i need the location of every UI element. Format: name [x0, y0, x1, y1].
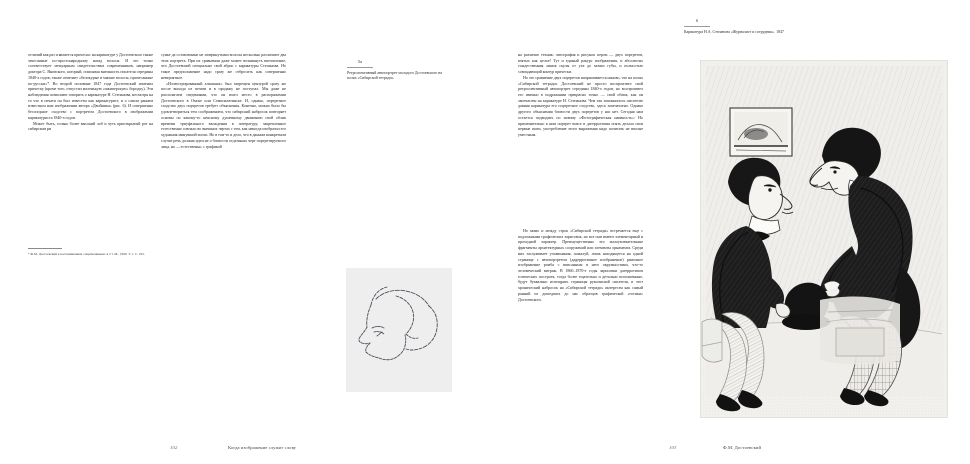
left-folio: 102 — [170, 445, 178, 450]
footnote: * Ф.М. Достоевский в воспоминаниях современников: в 2 т. М., 1990. Т. 1. С. 232. — [28, 252, 145, 256]
figure-5a-caption — [347, 59, 449, 82]
lithograph-svg — [700, 60, 948, 418]
desk — [820, 297, 900, 365]
paragraph: на различие техник: литография и рисунок пером — двух портретов, взятых как целое! Тут и единый ракурс изображения, и абсолютно тождественная линия скулы от уха до мочки губы, и полностью совпадающий контур прически. — [518, 52, 643, 75]
right-column-2 — [518, 228, 643, 302]
left-column-1 — [28, 52, 153, 132]
right-running-head: Ф.М. Достоевский — [723, 445, 762, 450]
paragraph: «Иллюстрированный альманах» был запрещен цензурой сразу же после выхода из печати и в продажу не поступал. Мы даже не располагаем сведениями, что он имел место в распоряжении Достоевского в Омске или Семипалатинске. И, однако, портретное сходство двух портретов требует объяснения. Конечно, можно было бы удовлетвориться тем соображением, что сибирский набросок повторяет основы по какому-то неясному душевному движению свой облик времени триуфального вхождения в литературу, закрепленное естественно совпало во внешних чертах с тем, как некогда изобразил его художник минувший эпохи. Но в том-то и дело, что в данном конкретном случае речь должна идти не о близости отдельных черт портретируемого лица, но — естественно, с графикой — [161, 80, 286, 149]
paragraph: Может быть, только более высокий лоб и чуть приоткрытый рот на сибирском ри — [28, 120, 153, 132]
paragraph: Но это сравнение двух портретов напрашивается наново, что на полях «Сибирской тетради» Достоевский не просто воспроизвел свой ретроспективный автопортрет середины 1840-х годов, но воспроизвел его именно в подражании прекрасно точно — свой облик, как он запечатлен на карикатуре Н. Степанова. Чем так запомнилось писателю давняя карикатура его портретное сходство, здесь запечатлено. Однако другого объяснения близости двух портретов у нас нет. Сегодня нам остается подводить по новому «Фотографическая наивность»: Но применительно к ним портрет вовсе и дагерротипия опять делала свои первые шаги, употребление этого выражения надо почитать не вполне уместным. — [518, 74, 643, 138]
footnote-rule — [28, 248, 62, 249]
figure-6-number: 6 — [684, 18, 710, 27]
wall-picture — [730, 108, 792, 156]
figure-6-caption — [684, 18, 819, 35]
paragraph: Но мимо и между строк «Сибирской тетради» встречается еще с подложными графических зарисовок, но все они имеют элементарный и проходной характер. Преимущественно это малоувлекательные фрагменты архитектурных сооружений или элементы орнамента. Среди них заслуживает упоминания, пожалуй, лишь находящееся на одной странице с автопортретом (дagерротипное изображение) рамочное изображение ромба с вписанным в него окружностями, что-то человеческий витраж. В 1860–1870-е годы зарисовки дагерротипов готических построек, тогда более тщательно и детально исполненные, будут буквально испещрять страницы рукописной писателя, и этот хронический набросок на «Сибирской тетради» интересен как самый ранний из дошедших до нас образцов графической «готики» Достоевского. — [518, 228, 643, 302]
profile-sketch-svg — [346, 268, 452, 392]
left-column-2 — [161, 52, 286, 149]
paragraph: сунке да оставленные не зачеркнутыми волосы несколько различают два этих портрета. При их сравнении даже может возникнуть впечатление, что Достоевский специально свой абрис с карикатуры Степанова. Но такое предположение надо сразу же отбросить как совершенно невероятное. — [161, 52, 286, 80]
right-folio: 103 — [669, 445, 677, 450]
figure-6-lithograph — [700, 60, 948, 418]
figure-6-caption-text: Карикатура Н.А. Степанова «Журналист и сотрудник». 1847 — [684, 29, 784, 34]
right-column-1 — [518, 52, 643, 138]
profile-sketch-dostoevsky — [346, 268, 452, 392]
figure-5a-number: 5а — [347, 59, 373, 68]
left-running-head: Когда изображение служит слову — [228, 445, 297, 450]
paragraph: отличий как раз и является прическа: на карикатуре у Достоевского также зачесанные по-простонародному назад волосы. И это точно соответствует мемуарным свидетельствам современников, например доктора С. Яновского, который, описывая внешность писателя середины 1840-х годов, также отмечает «белокурые и мягкие волосы, причесанные по-русски»*. Во второй половине 1847 года Достоевский изменил прическу (кроме того, отпустил маленькую «шкиперскую» бородку). Эти наблюдения позволяют говорить о карикатуре Н. Степанова, несмотря на то что в печати он был известен как карикатурист, и о самом раннем известном нам изображении автора «Двойника» (рис. 6). И совершенно бесспорное сходство с портретом Достоевского в изображении карикатуриста 1840-х годов. — [28, 52, 153, 120]
figure-5a-caption-text: Ретроспективный автопортрет молодого Достоевского на полях «Сибирской тетради» — [347, 70, 443, 80]
